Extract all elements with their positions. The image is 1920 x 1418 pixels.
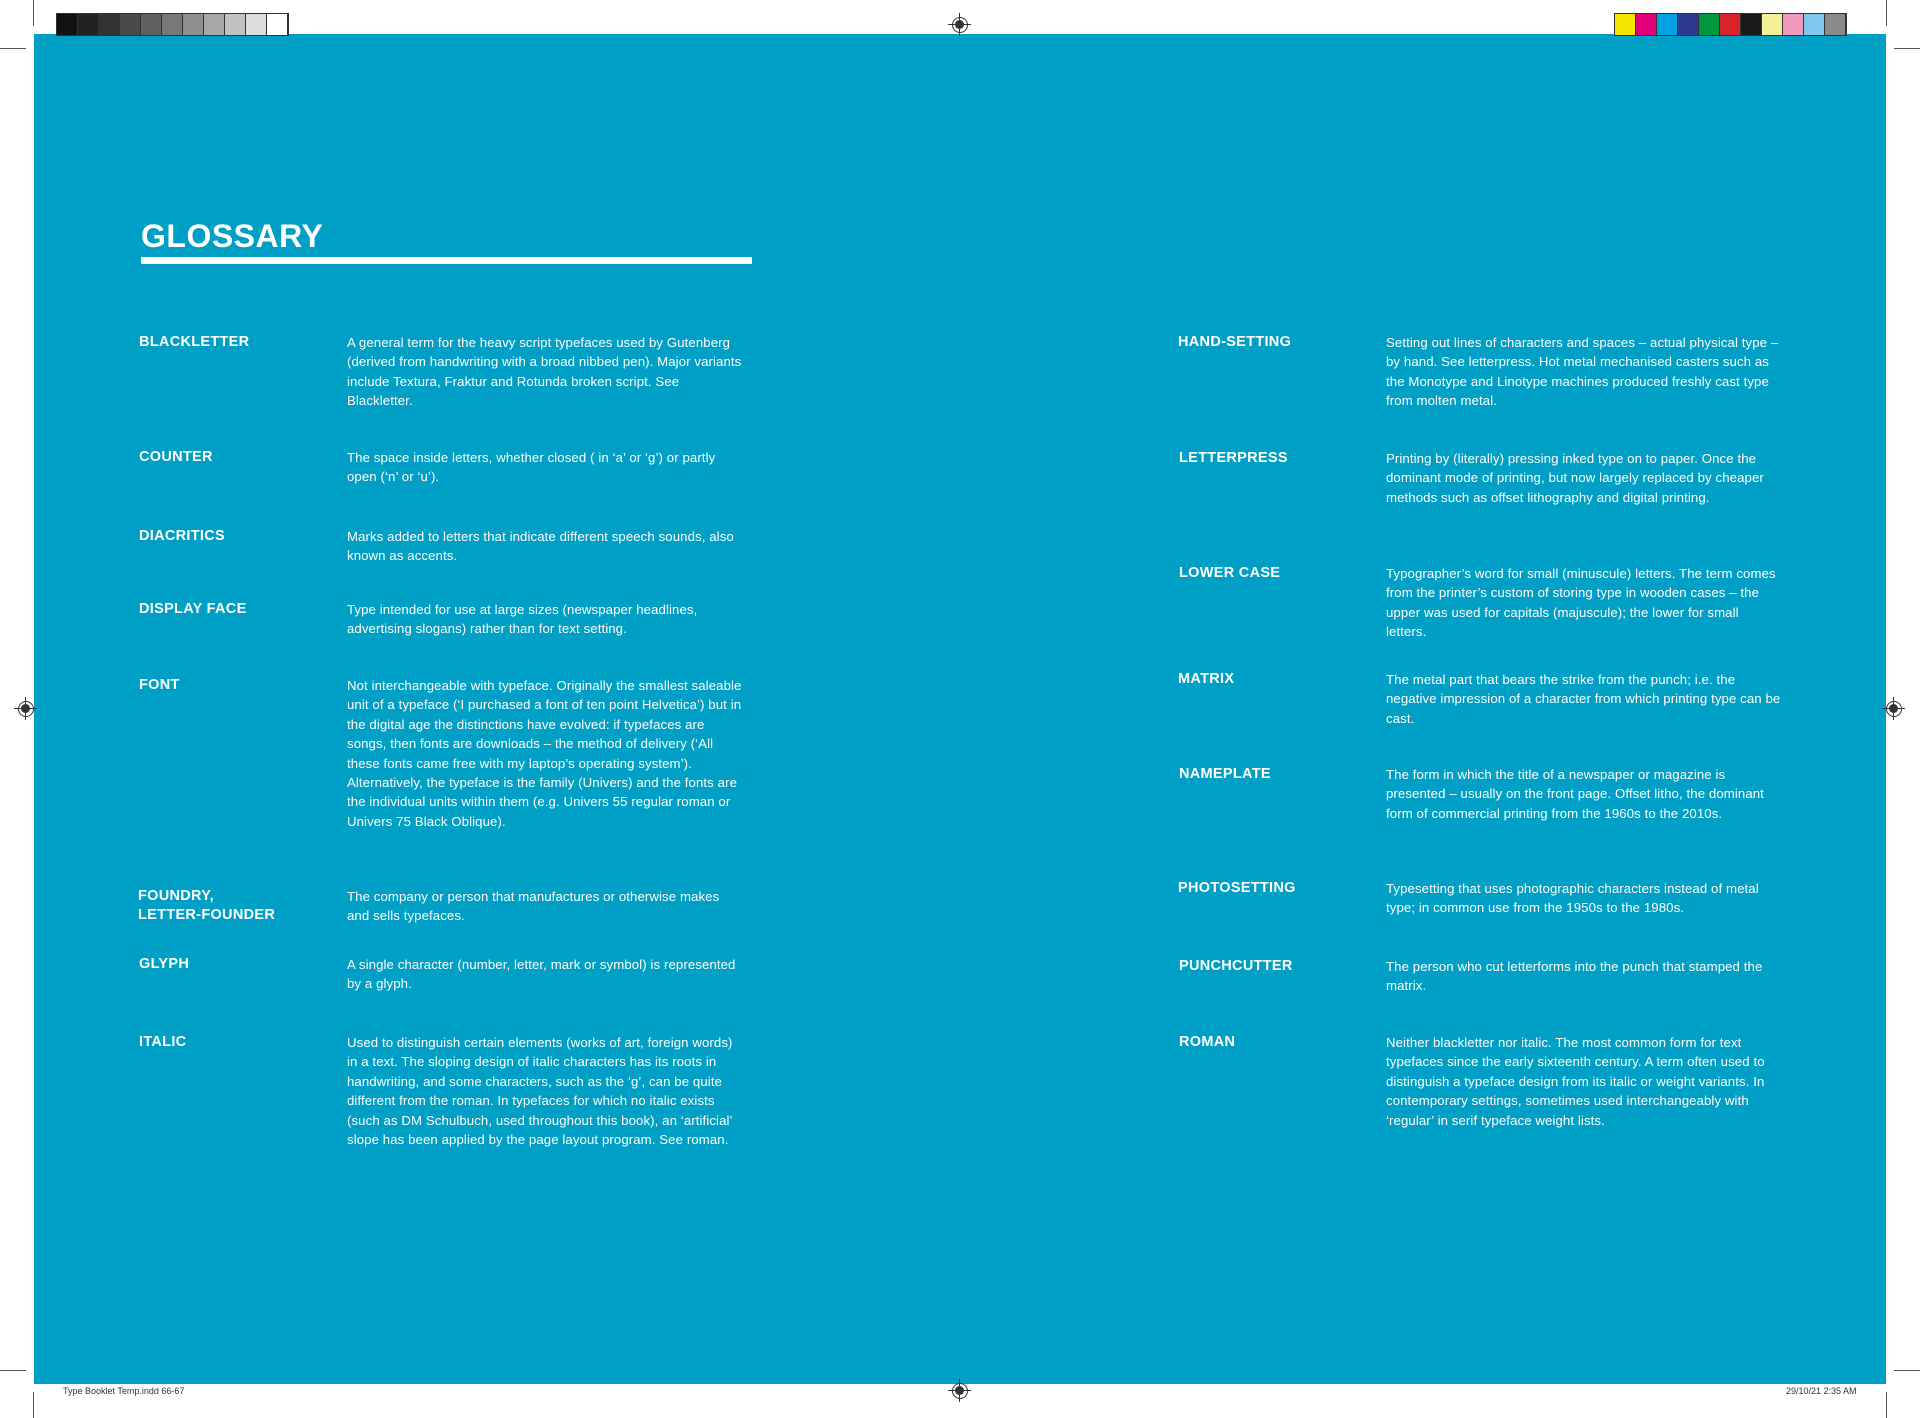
entry-definition: Neither blackletter nor italic. The most common form for text typefaces since the early sixteenth century. A term often used to distinguish a typeface design from its italic or weight variants. In contemporary settings, sometimes used interchangeably with ‘regular’ in serif typeface weight lists. (1386, 1035, 1765, 1128)
entry-term: DIACRITICS (139, 528, 225, 544)
entry-term: ITALIC (139, 1034, 187, 1050)
entry-definition: Type intended for use at large sizes (newspaper headlines, advertising slogans) rather than for text setting. (347, 602, 698, 637)
entry-definition: The space inside letters, whether closed ( in ‘a’ or ‘g’) or partly open (‘n’ or ‘u’). (347, 450, 716, 485)
entry-definition: Setting out lines of characters and spaces – actual physical type – by hand. See letterpress. Hot metal mechanised casters such as the Monotype and Linotype machines produced freshly cast type from molten metal. (1386, 335, 1779, 409)
entry-definition: The company or person that manufactures or otherwise makes and sells typefaces. (347, 889, 720, 924)
grey-swatch (204, 14, 225, 35)
grey-swatch (267, 14, 288, 35)
color-swatch (1657, 14, 1678, 35)
grey-swatch (225, 14, 246, 35)
color-swatch (1825, 14, 1846, 35)
entry-definition: The form in which the title of a newspaper or magazine is presented – usually on the front page. Offset litho, the dominant form of commercial printing from the 1960s to the 2010s. (1386, 767, 1764, 821)
entry-definition: Not interchangeable with typeface. Originally the smallest saleable unit of a typeface (‘I purchased a font of ten point Helvetica’) but in the digital age the distinctions have evolved: if typefaces are songs, then fonts are downloads – the method of delivery (‘All these fonts came free with my laptop’s operating system’). Alternatively, the typeface is the family (Univers) and the fonts are the individual units within them (e.g. Univers 55 regular roman or Univers 75 Black Oblique). (347, 678, 742, 829)
crop-mark (1894, 1370, 1920, 1371)
page-title: GLOSSARY (141, 218, 324, 254)
slug-filename: Type Booklet Temp.indd 66-67 (63, 1386, 185, 1396)
entry-term: NAMEPLATE (1179, 766, 1271, 782)
crop-mark (0, 1370, 26, 1371)
entry-term: COUNTER (139, 449, 213, 465)
crop-mark (1886, 0, 1887, 26)
grey-swatch (120, 14, 141, 35)
entry-definition: Used to distinguish certain elements (works of art, foreign words) in a text. The sloping design of italic characters has its roots in handwriting, and some characters, such as the ‘g’, can be quite different from the roman. In typefaces for which no italic exists (such as DM Schulbuch, used throughout this book), an ‘artificial’ slope has been applied by the page layout program. See roman. (347, 1035, 733, 1148)
color-swatch (1720, 14, 1741, 35)
color-calibration-swatches (1614, 13, 1847, 36)
entry-term: LOWER CASE (1179, 565, 1281, 581)
title-underline (141, 257, 752, 264)
entry-term: DISPLAY FACE (139, 601, 247, 617)
entry-definition: Printing by (literally) pressing inked type on to paper. Once the dominant mode of printing, but now largely replaced by cheaper methods such as offset lithography and digital printing. (1386, 451, 1764, 505)
entry-term: GLYPH (139, 956, 190, 972)
grey-swatch (183, 14, 204, 35)
color-swatch (1615, 14, 1636, 35)
grey-swatch (99, 14, 120, 35)
crop-mark (1886, 1392, 1887, 1418)
registration-mark-right (1886, 701, 1902, 717)
color-swatch (1699, 14, 1720, 35)
color-swatch (1678, 14, 1699, 35)
entry-definition: A general term for the heavy script typefaces used by Gutenberg (derived from handwriting with a broad nibbed pen). Major variants include Textura, Fraktur and Rotunda broken script. See Blackletter. (347, 335, 742, 409)
grey-swatch (78, 14, 99, 35)
color-swatch (1804, 14, 1825, 35)
grey-calibration-swatches (56, 13, 289, 36)
entry-term: HAND-SETTING (1178, 334, 1292, 350)
crop-mark (0, 48, 26, 49)
registration-mark-top (952, 17, 968, 33)
entry-term: PHOTOSETTING (1178, 880, 1296, 896)
entry-definition: A single character (number, letter, mark or symbol) is represented by a glyph. (347, 957, 736, 992)
registration-mark-bottom (952, 1383, 968, 1399)
entry-definition: Typesetting that uses photographic characters instead of metal type; in common use from the 1950s to the 1980s. (1386, 881, 1759, 916)
grey-swatch (246, 14, 267, 35)
entry-term: PUNCHCUTTER (1179, 958, 1293, 974)
slug-timestamp: 29/10/21 2:35 AM (1786, 1386, 1857, 1396)
crop-mark (1894, 48, 1920, 49)
grey-swatch (141, 14, 162, 35)
entry-definition: The person who cut letterforms into the punch that stamped the matrix. (1386, 959, 1763, 994)
entry-term: FONT (139, 677, 180, 693)
color-swatch (1741, 14, 1762, 35)
entry-definition: The metal part that bears the strike from the punch; i.e. the negative impression of a character from which printing type can be cast. (1386, 672, 1781, 726)
entry-term: BLACKLETTER (139, 334, 250, 350)
entry-definition: Typographer’s word for small (minuscule) letters. The term comes from the printer’s custom of storing type in wooden cases – the upper was used for capitals (majuscule); the lower for small letters. (1386, 566, 1776, 640)
registration-mark-left (18, 701, 34, 717)
color-swatch (1762, 14, 1783, 35)
color-swatch (1783, 14, 1804, 35)
entry-definition: Marks added to letters that indicate different speech sounds, also known as accents. (347, 529, 734, 564)
crop-mark (33, 1392, 34, 1418)
crop-mark (33, 0, 34, 26)
entry-term: LETTERPRESS (1179, 450, 1288, 466)
entry-term: FOUNDRY, LETTER-FOUNDER (138, 888, 276, 923)
entry-term: ROMAN (1179, 1034, 1236, 1050)
grey-swatch (57, 14, 78, 35)
grey-swatch (162, 14, 183, 35)
entry-term: MATRIX (1178, 671, 1235, 687)
color-swatch (1636, 14, 1657, 35)
